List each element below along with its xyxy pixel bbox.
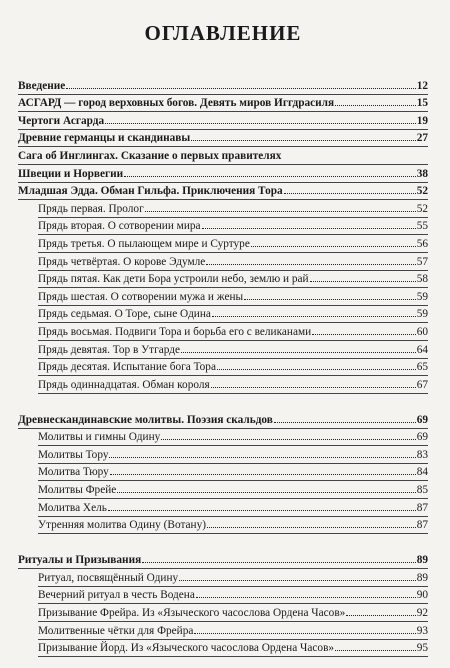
toc-entry-title: АСГАРД — город верховных богов. Девять миров Иггдрасиля xyxy=(18,97,335,110)
toc-entry-page: 65 xyxy=(416,361,428,374)
toc-entry xyxy=(18,601,428,619)
toc-entry-title: Ритуал, посвящённый Одину xyxy=(38,571,179,584)
toc-entry-page: 38 xyxy=(416,167,428,180)
dot-leader xyxy=(110,474,416,475)
toc-entry-page: 90 xyxy=(416,589,428,602)
toc-entry-title: Древние германцы и скандинавы xyxy=(18,132,191,145)
row-rule xyxy=(38,656,428,657)
toc-entry xyxy=(18,426,428,444)
toc-entry-page: 85 xyxy=(416,484,428,497)
dot-leader xyxy=(66,88,415,89)
dot-leader xyxy=(191,140,415,141)
toc-entry-title: Прядь пятая. Как дети Бора устроили небо, землю и рай xyxy=(38,273,309,286)
toc-entry-page: 89 xyxy=(416,571,428,584)
toc-entry xyxy=(18,303,428,321)
dot-leader xyxy=(145,211,416,212)
toc-entry-page: 58 xyxy=(416,273,428,286)
toc-entry-title: Молитвы и гимны Одину xyxy=(38,431,161,444)
dot-leader xyxy=(206,264,415,265)
toc-entry-page: 27 xyxy=(416,132,428,145)
toc-entry-page: 83 xyxy=(416,448,428,461)
toc-entry-title: Ритуалы и Призывания xyxy=(18,554,142,567)
toc-entry-title: Прядь шестая. О сотворении мужа и жены xyxy=(38,290,244,303)
dot-leader xyxy=(217,369,416,370)
dot-leader xyxy=(207,527,416,528)
toc-entry xyxy=(18,320,428,338)
toc-entry-title: Прядь вторая. О сотворении мира xyxy=(38,220,201,233)
toc-entry xyxy=(18,197,428,215)
dot-leader xyxy=(105,123,416,124)
toc-entry xyxy=(18,338,428,356)
toc-entry xyxy=(18,619,428,637)
dot-leader xyxy=(194,633,415,634)
toc-entry-page: 59 xyxy=(416,290,428,303)
toc-entry xyxy=(18,461,428,479)
toc-entry-title: Прядь четвёртая. О корове Эдумле xyxy=(38,255,206,268)
toc-entry xyxy=(18,162,428,180)
toc-entry-page: 89 xyxy=(416,554,428,567)
toc-entry-page: 56 xyxy=(416,237,428,250)
toc-entry-title: Призывание Фрейра. Из «Языческого часослова Ордена Часов» xyxy=(38,607,346,619)
toc-entry xyxy=(18,584,428,602)
toc-entry-page: 69 xyxy=(416,431,428,444)
toc-entry-title: Швеции и Норвегии xyxy=(18,167,124,180)
dot-leader xyxy=(274,422,416,423)
toc-entry xyxy=(18,285,428,303)
dot-leader xyxy=(251,246,416,247)
toc-list xyxy=(18,74,428,654)
dot-leader xyxy=(196,597,416,598)
dot-leader xyxy=(310,281,416,282)
toc-entry-page: 59 xyxy=(416,308,428,321)
dot-leader xyxy=(202,228,416,229)
toc-entry-title: Младшая Эдда. Обман Гильфа. Приключения Тора xyxy=(18,185,283,198)
toc-entry-title: Прядь девятая. Тор в Утгарде xyxy=(38,343,180,356)
dot-leader xyxy=(346,615,415,616)
toc-entry-title: Прядь десятая. Испытание бога Тора xyxy=(38,361,216,374)
dot-leader xyxy=(335,105,416,106)
toc-entry xyxy=(18,180,428,198)
toc-entry-title: Прядь третья. О пылающем мире и Суртуре xyxy=(38,237,250,250)
toc-entry xyxy=(18,109,428,127)
toc-entry-page: 69 xyxy=(416,413,428,426)
toc-entry-page: 84 xyxy=(416,466,428,479)
dot-leader xyxy=(335,650,416,651)
toc-entry-page: 55 xyxy=(416,220,428,233)
dot-leader xyxy=(117,492,415,493)
toc-entry-title: Чертоги Асгарда xyxy=(18,114,105,127)
toc-entry-page: 57 xyxy=(416,255,428,268)
toc-entry-page: 67 xyxy=(416,378,428,391)
toc-entry-page: 87 xyxy=(416,519,428,532)
toc-entry xyxy=(18,549,428,567)
dot-leader xyxy=(181,352,416,353)
toc-entry-page: 60 xyxy=(416,325,428,338)
toc-entry xyxy=(18,127,428,145)
toc-entry-page: 52 xyxy=(416,185,428,198)
dot-leader xyxy=(312,334,416,335)
toc-entry xyxy=(18,232,428,250)
row-rule xyxy=(38,533,428,534)
toc-entry xyxy=(18,514,428,532)
toc-entry xyxy=(18,408,428,426)
toc-entry-title: Прядь восьмая. Подвиги Тора и борьба его с великанами xyxy=(38,325,312,338)
toc-entry xyxy=(18,637,428,655)
toc-entry-page: 87 xyxy=(416,501,428,514)
toc-entry-title: Молитвы Фрейе xyxy=(38,484,117,497)
toc-entry-title: Прядь первая. Пролог xyxy=(38,202,144,215)
toc-entry-title: Введение xyxy=(18,79,66,92)
toc-entry xyxy=(18,144,428,162)
page-title: ОГЛАВЛЕНИЕ xyxy=(144,21,302,45)
toc-entry-title: Прядь седьмая. О Торе, сыне Одина xyxy=(38,308,211,321)
toc-entry xyxy=(18,74,428,92)
toc-entry-page: 15 xyxy=(416,97,428,110)
row-rule xyxy=(38,393,428,394)
toc-entry xyxy=(18,356,428,374)
toc-entry xyxy=(18,566,428,584)
dot-leader xyxy=(211,387,416,388)
toc-entry xyxy=(18,478,428,496)
toc-entry-page: 19 xyxy=(416,114,428,127)
dot-leader xyxy=(244,299,416,300)
toc-entry-title: Прядь одиннадцатая. Обман короля xyxy=(38,378,210,391)
toc-entry-page: 12 xyxy=(416,79,428,92)
toc-entry-title: Молитва Хель xyxy=(38,501,107,514)
toc-entry-page: 92 xyxy=(416,607,428,619)
toc-entry-title: Призывание Йорд. Из «Языческого часослова Ордена Часов» xyxy=(38,642,335,655)
toc-entry-page: 95 xyxy=(416,642,428,655)
toc-entry-title: Молитвенные чётки для Фрейра xyxy=(38,624,194,637)
toc-entry xyxy=(18,496,428,514)
toc-entry-title: Молитва Тюру xyxy=(38,466,109,479)
toc-entry-page: 64 xyxy=(416,343,428,356)
toc-entry xyxy=(18,373,428,391)
toc-entry xyxy=(18,250,428,268)
toc-entry xyxy=(18,268,428,286)
toc-entry-title: Молитвы Тору xyxy=(38,448,109,461)
toc-entry xyxy=(18,215,428,233)
toc-entry-page: 52 xyxy=(416,202,428,215)
dot-leader xyxy=(124,176,416,177)
toc-entry xyxy=(18,92,428,110)
dot-leader xyxy=(284,193,416,194)
dot-leader xyxy=(142,562,416,563)
toc-entry-title: Утренняя молитва Одину (Вотану) xyxy=(38,519,206,532)
toc-entry-title: Сага об Инглингах. Сказание о первых правителях xyxy=(18,149,282,162)
dot-leader xyxy=(108,510,416,511)
toc-entry-page: 93 xyxy=(416,624,428,637)
toc-entry-title: Древнескандинавские молитвы. Поэзия скальдов xyxy=(18,413,273,426)
toc-entry xyxy=(18,443,428,461)
dot-leader xyxy=(161,439,415,440)
dot-leader xyxy=(179,580,416,581)
dot-leader xyxy=(109,457,415,458)
toc-entry-title: Вечерний ритуал в честь Водена xyxy=(38,589,195,602)
dot-leader xyxy=(212,316,416,317)
